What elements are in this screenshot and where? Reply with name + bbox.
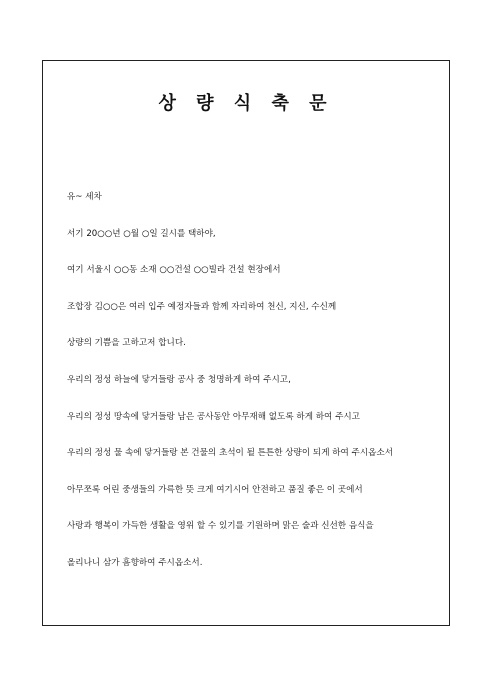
body-line: 상량의 기쁨을 고하고저 합니다. <box>67 338 186 349</box>
body-line: 올리나니 삼가 흠향하여 주시옵소서. <box>67 557 203 568</box>
body-line: 우리의 정성 땅속에 닿거들랑 남은 공사동안 아무재해 없도록 하게 하여 주시고 <box>67 411 360 422</box>
body-line: 우리의 정성 하늘에 닿거들랑 공사 중 청명하게 하여 주시고, <box>67 374 291 385</box>
body-line: 유~ 세차 <box>67 192 102 202</box>
body-line: 우리의 정성 물 속에 닿거들랑 본 건물의 초석이 될 튼튼한 상량이 되게 하여 주시옵소서 <box>67 448 394 459</box>
body-line: 아무쪼록 어린 중생들의 가륵한 뜻 크게 여기시어 안전하고 품질 좋은 이 곳에서 <box>67 484 363 495</box>
body-line: 조합장 김○○은 여러 입주 예정자들과 함께 자리하여 천신, 지신, 수신께 <box>67 301 337 312</box>
document-page <box>42 60 450 626</box>
document-title: 상 량 식 축 문 <box>158 93 334 114</box>
body-line: 사랑과 행복이 가득한 생활을 영위 할 수 있기를 기원하며 맑은 술과 신선한 음식을 <box>67 521 374 532</box>
body-line: 여기 서울시 ○○동 소재 ○○건설 ○○빌라 건설 현장에서 <box>67 265 281 276</box>
document-body <box>67 191 439 594</box>
body-line: 서기 20○○년 ○월 ○일 길시를 택하야, <box>67 228 216 239</box>
